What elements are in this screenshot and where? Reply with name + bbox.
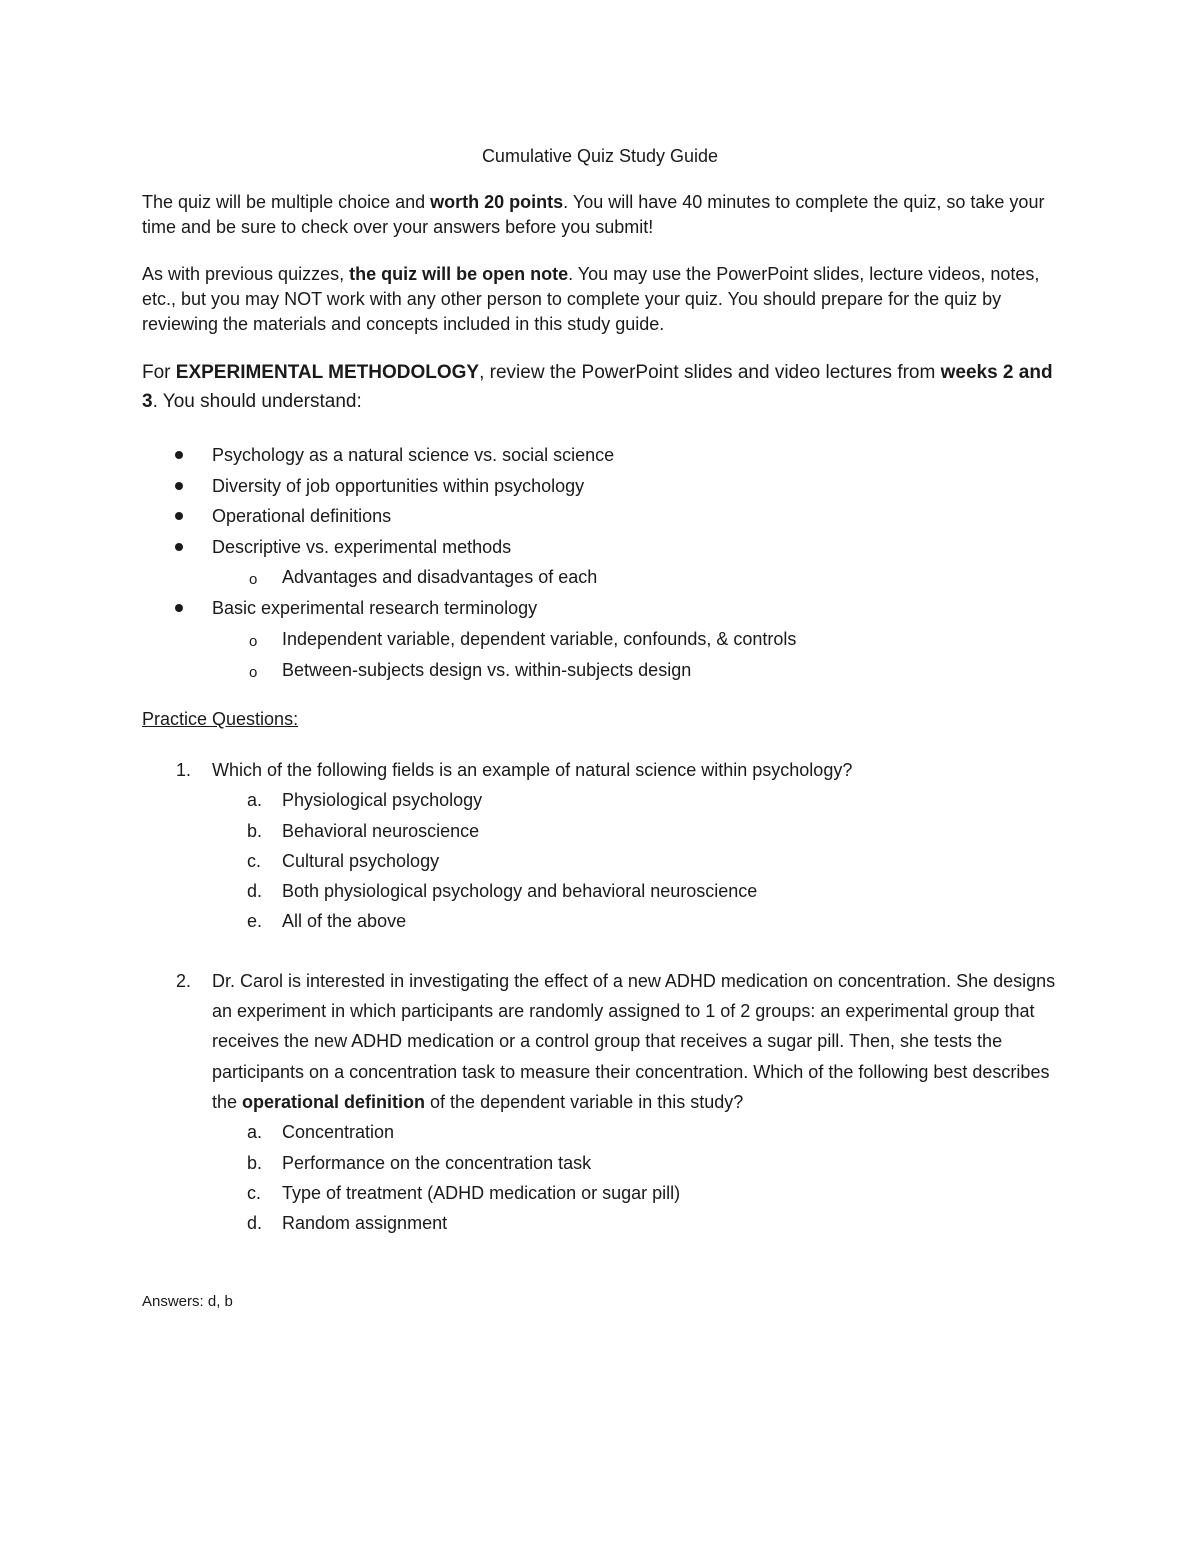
subtopic-list [212, 624, 1062, 686]
topic-item [142, 532, 1062, 594]
choice-item [212, 1148, 1062, 1178]
choice-item [212, 876, 1062, 906]
choice-text: Behavioral neuroscience [282, 820, 480, 841]
question-text-start: Dr. Carol is interested in investigating the effect of a new ADHD medication on concentration. She designs an experiment in which participants are randomly assigned to 1 of 2 groups: an experimental group that receives the new ADHD medication or a control group that receives a sugar pill. Then, she tests the participants on a concentration task to measure their concentration. Which of the following best describes the [212, 970, 1056, 1112]
subtopic-item [212, 655, 1062, 686]
intro3-text-start: For [142, 362, 176, 383]
choice-letter: d. [247, 881, 263, 902]
question-item [142, 755, 1062, 937]
choice-text: Physiological psychology [282, 790, 483, 811]
choice-text: Both physiological psychology and behavioral neuroscience [282, 881, 758, 902]
topic-label: Psychology as a natural science vs. social science [212, 445, 615, 465]
question-text: Which of the following fields is an example of natural science within psychology? [212, 760, 853, 780]
question-list [142, 755, 1062, 1238]
topic-list [142, 440, 1062, 686]
subtopic-item [212, 562, 1062, 593]
intro3-text-middle: , review the PowerPoint slides and video lectures from [479, 362, 941, 383]
question-number: 1. [176, 760, 192, 780]
bullet-icon [175, 512, 183, 520]
question-item [142, 966, 1062, 1239]
intro-paragraph-open-note [142, 262, 1072, 337]
choice-text: Random assignment [282, 1213, 448, 1234]
choice-text: Type of treatment (ADHD medication or sugar pill) [282, 1182, 681, 1203]
topic-item [142, 471, 1062, 502]
hollow-bullet-icon: o [249, 632, 258, 650]
bullet-icon [175, 451, 183, 459]
subtopic-item [212, 624, 1062, 655]
topic-item [142, 501, 1062, 532]
question-text-bold: operational definition [242, 1091, 426, 1112]
intro2-text-start: As with previous quizzes, [142, 264, 350, 284]
choice-letter: b. [247, 1152, 263, 1173]
intro1-text-end: . You will have 40 minutes to complete the quiz, so take your time and be sure to check over your answers before you submit! [142, 192, 1045, 237]
subtopic-label: Independent variable, dependent variable, confounds, & controls [282, 628, 797, 649]
page-title: Cumulative Quiz Study Guide [481, 146, 719, 166]
bullet-icon [175, 482, 183, 490]
question-text-end: of the dependent variable in this study? [425, 1091, 744, 1112]
choice-letter: d. [247, 1213, 263, 1234]
choice-letter: a. [247, 790, 263, 811]
subtopic-list [212, 562, 1062, 593]
topic-item [142, 440, 1062, 471]
choice-letter: c. [247, 1182, 262, 1203]
intro-paragraph-quiz-format [142, 190, 1072, 240]
hollow-bullet-icon: o [249, 571, 258, 588]
intro3-text-end: . You should understand: [152, 391, 362, 412]
hollow-bullet-icon: o [249, 663, 258, 681]
choice-item [212, 785, 1062, 815]
intro-paragraph-methodology [142, 358, 1072, 416]
intro3-bold-methodology: EXPERIMENTAL METHODOLOGY [175, 362, 480, 383]
topic-label: Basic experimental research terminology [212, 598, 538, 618]
question-number: 2. [176, 970, 192, 991]
choice-item [212, 1117, 1062, 1147]
choice-text: Performance on the concentration task [282, 1152, 592, 1173]
choice-item [212, 1178, 1062, 1208]
answers-line: Answers: d, b [142, 1293, 233, 1310]
choice-list [212, 1117, 1062, 1238]
choice-text: Concentration [282, 1122, 395, 1143]
intro1-text-start: The quiz will be multiple choice and [142, 192, 431, 212]
subtopic-label: Advantages and disadvantages of each [282, 567, 598, 587]
choice-item [212, 1208, 1062, 1238]
subtopic-label: Between-subjects design vs. within-subjects design [282, 659, 692, 680]
choice-letter: c. [247, 850, 262, 871]
topic-label: Descriptive vs. experimental methods [212, 536, 512, 557]
intro1-bold-points: worth 20 points [430, 192, 564, 212]
choice-letter: b. [247, 820, 263, 841]
choice-item [212, 846, 1062, 876]
choice-text: All of the above [282, 911, 407, 932]
choice-text: Cultural psychology [282, 850, 440, 871]
topic-label: Operational definitions [212, 506, 392, 526]
bullet-icon [175, 604, 183, 612]
practice-questions-heading: Practice Questions: [142, 709, 299, 729]
choice-item [212, 906, 1062, 936]
choice-letter: a. [247, 1122, 263, 1143]
choice-list [212, 785, 1062, 936]
intro3-bold-weeks: weeks 2 and 3 [142, 362, 1053, 412]
choice-letter: e. [247, 911, 263, 932]
intro2-text-end: . You may use the PowerPoint slides, lecture videos, notes, etc., but you may NOT work with any other person to complete your quiz. You should prepare for the quiz by reviewing the materials and concepts included in this study guide. [142, 264, 1040, 334]
topic-label: Diversity of job opportunities within psychology [212, 475, 585, 496]
choice-item [212, 816, 1062, 846]
topic-item [142, 593, 1062, 686]
bullet-icon [175, 543, 183, 551]
intro2-bold-open-note: the quiz will be open note [349, 264, 569, 284]
